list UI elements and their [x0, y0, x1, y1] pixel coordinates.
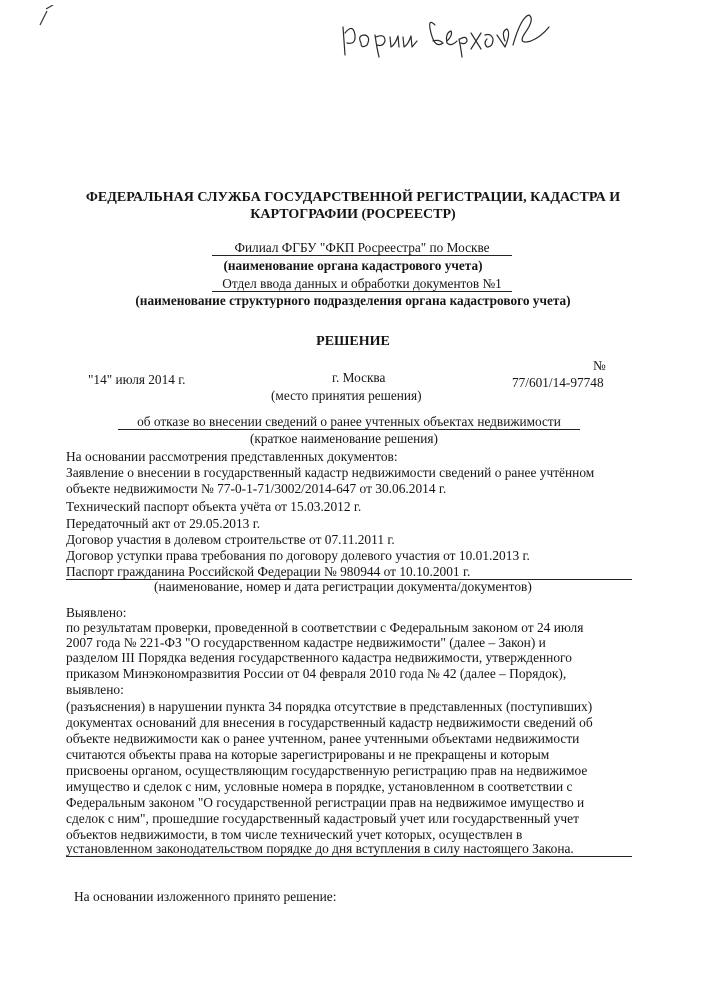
branch-name: Филиал ФГБУ "ФКП Росреестра" по Москве	[212, 240, 512, 256]
document-line: Передаточный акт от 29.05.2013 г.	[66, 516, 261, 531]
org-name-line1: ФЕДЕРАЛЬНАЯ СЛУЖБА ГОСУДАРСТВЕННОЙ РЕГИСТРАЦИИ, КАДАСТРА И	[85, 190, 621, 205]
document-line: Технический паспорт объекта учёта от 15.03.2012 г.	[66, 499, 362, 514]
decision-subject-caption: (краткое наименование решения)	[250, 431, 438, 446]
findings-line: разделом III Порядка ведения государственного кадастра недвижимости, утвержденного	[66, 650, 572, 665]
findings-line: присвоены органом, осуществляющим государственную регистрацию прав на недвижимое	[66, 763, 588, 778]
findings-line: объектов недвижимости, в том числе технический учет которых, осуществлен в	[66, 827, 523, 842]
decision-number-sign: №	[593, 358, 606, 373]
department-caption: (наименование структурного подразделения органа кадастрового учета)	[135, 293, 571, 308]
decision-title: РЕШЕНИЕ	[316, 334, 390, 349]
findings-line: приказом Минэкономразвития России от 04 февраля 2010 года № 42 (далее – Порядок),	[66, 666, 567, 681]
pen-mark	[20, 5, 60, 35]
findings-line: имущество и сделок с ним, условные номера в порядке, установленном в соответствии с	[66, 779, 573, 794]
decision-subject: об отказе во внесении сведений о ранее учтенных объектах недвижимости	[118, 414, 580, 430]
org-name-line2: КАРТОГРАФИИ (РОСРЕЕСТР)	[250, 207, 456, 222]
findings-line: сделок с ним", прошедшие государственный кадастровый учет или государственный учет	[66, 811, 579, 826]
findings-line: Федеральным законом "О государственной регистрации прав на недвижимое имущество и	[66, 795, 585, 810]
department-name: Отдел ввода данных и обработки документов №1	[212, 276, 512, 292]
findings-line: выявлено:	[66, 682, 124, 697]
findings-line: (разъяснения) в нарушении пункта 34 порядка отсутствие в представленных (поступивших)	[66, 699, 593, 714]
findings-line: по результатам проверки, проведенной в соответствии с Федеральным законом от 24 июля	[66, 620, 584, 635]
documents-intro: На основании рассмотрения представленных документов:	[66, 449, 398, 464]
handwritten-note-signature	[335, 5, 585, 70]
decision-number: 77/601/14-97748	[512, 375, 604, 390]
decision-place-caption: (место принятия решения)	[271, 388, 422, 403]
document-line: Заявление о внесении в государственный кадастр недвижимости сведений о ранее учтённом	[66, 465, 595, 480]
findings-heading: Выявлено:	[66, 605, 127, 620]
branch-caption: (наименование органа кадастрового учета)	[223, 258, 483, 273]
decision-date: "14" июля 2014 г.	[88, 372, 186, 387]
findings-underline	[66, 856, 632, 857]
documents-caption: (наименование, номер и дата регистрации документа/документов)	[154, 579, 532, 594]
findings-line: 2007 года № 221-ФЗ "О государственном кадастре недвижимости" (далее – Закон) и	[66, 635, 546, 650]
document-line: объекте недвижимости № 77-0-1-71/3002/2014-647 от 30.06.2014 г.	[66, 481, 447, 496]
findings-line-last: установленном законодательством порядке до дня вступления в силу настоящего Закона.	[66, 841, 574, 856]
findings-line: считаются объекты права на которые зарегистрированы и не прекращены и которым	[66, 747, 550, 762]
decision-place: г. Москва	[332, 370, 386, 385]
document-line: Договор уступки права требования по договору долевого участия от 10.01.2013 г.	[66, 548, 530, 563]
document-line-last: Паспорт гражданина Российской Федерации № 980944 от 10.10.2001 г.	[66, 564, 471, 579]
findings-line: объекте недвижимости как о ранее учтенном, ранее учтенными объектами недвижимости	[66, 731, 580, 746]
findings-line: документах оснований для внесения в государственный кадастр недвижимости сведений об	[66, 715, 593, 730]
conclusion-text: На основании изложенного принято решение:	[74, 889, 337, 904]
document-line: Договор участия в долевом строительстве от 07.11.2011 г.	[66, 532, 395, 547]
